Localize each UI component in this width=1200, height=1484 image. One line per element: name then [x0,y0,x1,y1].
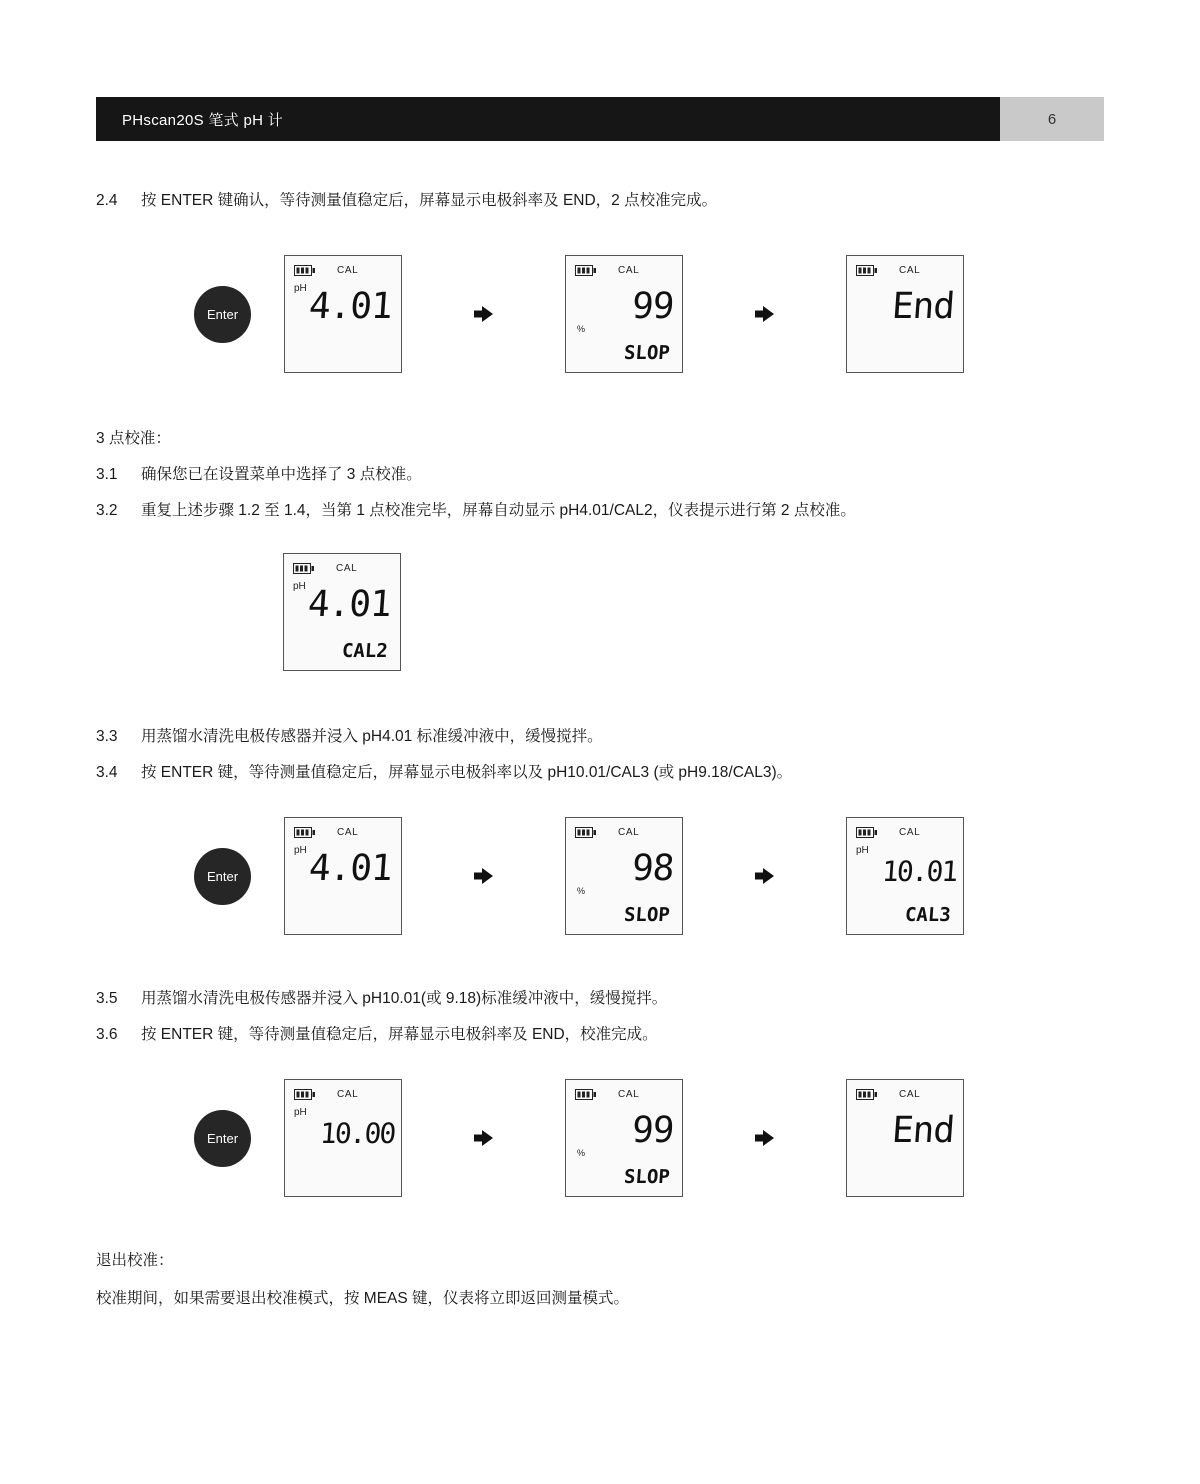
lcd-display-ph401 [284,255,402,373]
enter-button [194,1110,251,1167]
arrow-right-icon [683,1127,846,1149]
lcd-display-cal2 [283,553,401,671]
step-3-4 [96,761,1104,785]
lcd-display-slope99 [565,255,683,373]
enter-button-label: Enter [206,306,239,322]
battery-icon [575,1089,597,1100]
lcd-value: 10.01 [880,855,958,889]
lcd-value: 99 [630,1110,675,1152]
enter-button-label: Enter [206,1130,239,1146]
page-header [96,97,1104,141]
arrow-right-icon [683,865,846,887]
lcd-value: 10.00 [318,1117,396,1151]
lcd-sub-label: SLOP [623,342,671,365]
ph-unit-label: pH [294,283,307,295]
cal-indicator: CAL [337,827,359,839]
cal-indicator: CAL [618,827,640,839]
cal-indicator: CAL [618,1089,640,1101]
step-3-6 [96,1023,1104,1047]
step-text: 重复上述步骤 1.2 至 1.4，当第 1 点校准完毕，屏幕自动显示 pH4.01/CAL2，仪表提示进行第 2 点校准。 [141,502,856,520]
step-number: 3.6 [96,1026,118,1044]
arrow-right-icon [402,1127,565,1149]
lcd-display-ph401 [284,817,402,935]
enter-button [194,848,251,905]
step-text: 按 ENTER 键，等待测量值稳定后，屏幕显示电极斜率以及 pH10.01/CAL3 (或 pH9.18/CAL3)。 [141,764,793,782]
ph-unit-label: pH [856,845,869,857]
step-text: 按 ENTER 键确认，等待测量值稳定后，屏幕显示电极斜率及 END，2 点校准完成。 [141,192,718,209]
step-3-1 [96,463,1104,487]
step-number: 2.4 [96,192,118,209]
battery-icon [293,563,315,574]
step-number: 3.5 [96,990,118,1008]
lcd-value: 4.01 [307,848,394,890]
battery-icon [294,827,316,838]
ph-unit-label: pH [294,1107,307,1119]
step-number: 3.1 [96,466,118,484]
battery-icon [856,265,878,276]
step-number: 3.3 [96,728,118,746]
battery-icon [575,265,597,276]
cal-indicator: CAL [336,563,358,575]
battery-icon [575,827,597,838]
display-row-3 [194,1079,1104,1197]
lcd-sub-label: SLOP [623,1166,671,1189]
step-2-4 [96,189,1104,213]
lcd-value: End [890,286,956,328]
display-row-1 [194,255,1104,373]
arrow-right-icon [683,303,846,325]
lcd-display-ph1000 [284,1079,402,1197]
ph-unit-label: pH [293,581,306,593]
lcd-value: 98 [630,848,675,890]
enter-button [194,286,251,343]
display-row-2 [194,817,1104,935]
lcd-sub-label: SLOP [623,904,671,927]
percent-label: % [577,324,586,335]
cal-indicator: CAL [618,265,640,277]
arrow-right-icon [402,865,565,887]
lcd-value: 99 [630,286,675,328]
step-3-3 [96,725,1104,749]
lcd-display-end [846,255,964,373]
lcd-sub-label: CAL3 [904,904,952,927]
section-heading-3point: 3 点校准： [96,430,171,448]
step-3-2 [96,499,1104,523]
battery-icon [856,827,878,838]
step-text: 用蒸馏水清洗电极传感器并浸入 pH10.01(或 9.18)标准缓冲液中，缓慢搅拌。 [141,990,668,1008]
step-text: 按 ENTER 键，等待测量值稳定后，屏幕显示电极斜率及 END，校准完成。 [141,1026,658,1044]
battery-icon [294,265,316,276]
exit-calibration-text: 校准期间，如果需要退出校准模式，按 MEAS 键，仪表将立即返回测量模式。 [96,1290,630,1308]
lcd-display-slope99 [565,1079,683,1197]
battery-icon [294,1089,316,1100]
page-number-box [1000,97,1104,141]
header-title-bar [96,97,1000,141]
cal-indicator: CAL [337,265,359,277]
percent-label: % [577,886,586,897]
lcd-sub-label: CAL2 [341,640,389,663]
percent-label: % [577,1148,586,1159]
lcd-display-cal3 [846,817,964,935]
ph-unit-label: pH [294,845,307,857]
lcd-value: End [890,1110,956,1152]
arrow-right-icon [402,303,565,325]
cal-indicator: CAL [899,827,921,839]
enter-button-label: Enter [206,868,239,884]
lcd-value: 4.01 [306,584,393,626]
step-text: 确保您已在设置菜单中选择了 3 点校准。 [141,466,422,484]
step-number: 3.4 [96,764,118,782]
document-title: PHscan20S 笔式 pH 计 [122,111,283,129]
exit-calibration-heading: 退出校准： [96,1252,174,1270]
display-single [283,553,1104,671]
battery-icon [856,1089,878,1100]
lcd-value: 4.01 [307,286,394,328]
cal-indicator: CAL [899,265,921,277]
step-3-5 [96,987,1104,1011]
cal-indicator: CAL [899,1089,921,1101]
lcd-display-slope98 [565,817,683,935]
step-text: 用蒸馏水清洗电极传感器并浸入 pH4.01 标准缓冲液中，缓慢搅拌。 [141,728,603,746]
cal-indicator: CAL [337,1089,359,1101]
step-number: 3.2 [96,502,118,520]
lcd-display-end [846,1079,964,1197]
page-number: 6 [1047,110,1057,128]
